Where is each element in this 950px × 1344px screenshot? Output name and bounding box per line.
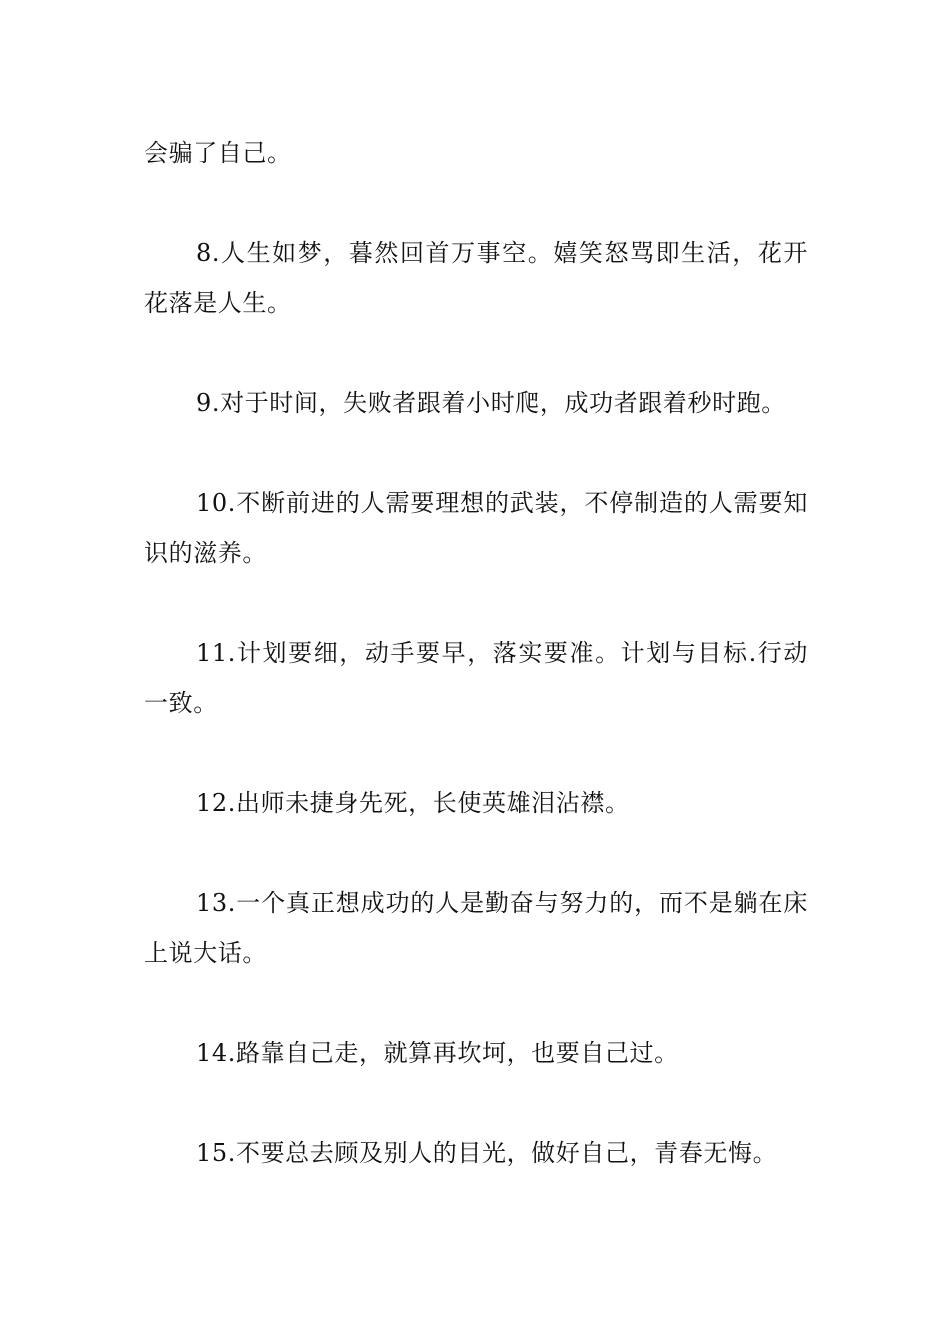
quote-11: 11.计划要细，动手要早，落实要准。计划与目标.行动一致。 xyxy=(144,639,808,717)
quote-9: 9.对于时间，失败者跟着小时爬，成功者跟着秒时跑。 xyxy=(196,389,786,417)
document-body xyxy=(144,128,808,1178)
quote-15: 15.不要总去顾及别人的目光，做好自己，青春无悔。 xyxy=(196,1139,778,1167)
paragraph-continuation: 会骗了自己。 xyxy=(144,139,292,167)
quote-14: 14.路靠自己走，就算再坎坷，也要自己过。 xyxy=(196,1039,679,1067)
quote-12: 12.出师未捷身先死，长使英雄泪沾襟。 xyxy=(196,789,630,817)
quote-10: 10.不断前进的人需要理想的武装，不停制造的人需要知识的滋养。 xyxy=(144,489,808,567)
quote-8: 8.人生如梦，暮然回首万事空。嬉笑怒骂即生活，花开花落是人生。 xyxy=(144,239,808,317)
quote-13: 13.一个真正想成功的人是勤奋与努力的，而不是躺在床上说大话。 xyxy=(144,889,808,967)
